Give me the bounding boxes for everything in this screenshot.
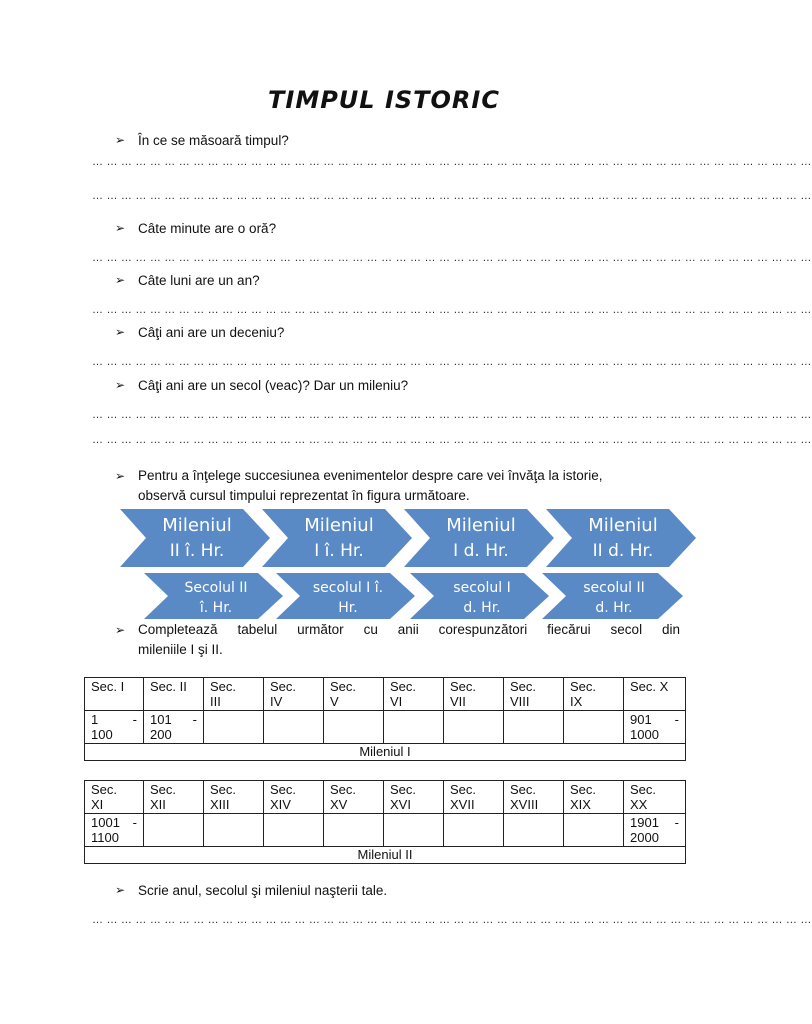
range-end: 2000	[630, 830, 659, 845]
century-label-line-2: î. Hr.	[199, 600, 233, 616]
column-header	[564, 781, 624, 814]
millennium-chevron	[262, 509, 412, 567]
millennium-label-line-1: Mileniul	[588, 515, 658, 536]
range-dash: -	[192, 712, 197, 727]
range-start: 1001	[91, 815, 120, 830]
arrow-bullet-icon: ➢	[115, 469, 126, 483]
table-footer-row	[85, 744, 686, 761]
millennium-label-line-2: I d. Hr.	[453, 541, 509, 561]
answer-line[interactable]: … … … … … … … … … … … … … … … … … … … … … … … … … … … … … … … … … … … … … … … … … … … … … … … … … …	[92, 252, 812, 264]
century-label-line-1: secolul II	[583, 580, 645, 596]
header-text-line: IV	[270, 694, 283, 709]
header-text-line: Sec.	[450, 782, 477, 797]
column-header	[85, 781, 144, 814]
header-text-line: XVI	[390, 797, 411, 812]
header-text-line: Sec.	[570, 679, 597, 694]
century-chevron	[144, 573, 283, 619]
question-2	[115, 221, 675, 239]
column-header	[264, 781, 324, 814]
column-header	[504, 678, 564, 711]
question-6-line-1: Pentru a înţelege succesiunea evenimentelor despre care vei învăţa la istorie,	[138, 468, 603, 483]
arrow-bullet-icon: ➢	[115, 623, 126, 637]
header-text-line: Sec.	[510, 782, 537, 797]
range-dash: -	[132, 712, 137, 727]
millennium-chevron	[546, 509, 696, 567]
arrow-bullet-icon: ➢	[115, 883, 126, 897]
millennium-label-line-2: I î. Hr.	[314, 541, 364, 561]
year-range-cell	[144, 711, 204, 744]
empty-answer-cell[interactable]	[444, 814, 504, 847]
century-chevron	[542, 573, 683, 619]
column-header	[144, 678, 204, 711]
question-8-text: Scrie anul, secolul şi mileniul naşterii tale.	[138, 883, 388, 898]
range-end: 1100	[91, 830, 119, 845]
column-header	[85, 678, 144, 711]
header-text-line: XVIII	[510, 797, 539, 812]
header-text-line: V	[330, 694, 339, 709]
column-header	[624, 781, 686, 814]
question-7-line-2: mileniile I şi II.	[138, 642, 223, 657]
column-header	[624, 678, 686, 711]
empty-answer-cell[interactable]	[504, 711, 564, 744]
question-5	[115, 378, 675, 396]
header-text-line: Sec.	[270, 782, 297, 797]
century-label-line-1: secolul I	[453, 580, 511, 596]
centuries-table-millennium-2	[84, 780, 686, 864]
header-text-line: Sec.	[450, 679, 477, 694]
millennium-label: Mileniul I	[85, 744, 686, 761]
range-end: 1000	[630, 727, 659, 742]
millennium-chevron	[120, 509, 270, 567]
column-header	[564, 678, 624, 711]
empty-answer-cell[interactable]	[324, 711, 384, 744]
column-header	[504, 781, 564, 814]
question-7	[115, 620, 680, 660]
empty-answer-cell[interactable]	[564, 711, 624, 744]
range-start: 1901	[630, 815, 659, 830]
range-start: 901	[630, 712, 652, 727]
answer-line[interactable]: … … … … … … … … … … … … … … … … … … … … … … … … … … … … … … … … … … … … … … … … … … … … … … … … … …	[92, 190, 812, 202]
header-text-line: XIII	[210, 797, 230, 812]
millennium-label-line-2: II d. Hr.	[592, 541, 654, 561]
empty-answer-cell[interactable]	[444, 711, 504, 744]
millennium-chevron	[404, 509, 554, 567]
timeline-diagram	[118, 505, 704, 623]
arrow-bullet-icon: ➢	[115, 221, 126, 235]
header-text-line: Sec.	[390, 679, 417, 694]
header-text-line: Sec.	[330, 679, 357, 694]
question-1-text: În ce se măsoară timpul?	[138, 133, 289, 148]
answer-line[interactable]: … … … … … … … … … … … … … … … … … … … … … … … … … … … … … … … … … … … … … … … … … … … … … … … … … …	[92, 434, 812, 446]
column-header	[204, 678, 264, 711]
page-title: TIMPUL ISTORIC	[268, 86, 500, 114]
header-text-line: XX	[630, 797, 648, 812]
question-3-text: Câte luni are un an?	[138, 273, 260, 288]
millennium-label-line-1: Mileniul	[162, 515, 232, 536]
column-header	[324, 678, 384, 711]
empty-answer-cell[interactable]	[384, 814, 444, 847]
year-range-cell	[85, 814, 144, 847]
question-4-text: Câţi ani are un deceniu?	[138, 325, 285, 340]
range-dash: -	[674, 712, 679, 727]
empty-answer-cell[interactable]	[204, 814, 264, 847]
empty-answer-cell[interactable]	[264, 814, 324, 847]
answer-line[interactable]: … … … … … … … … … … … … … … … … … … … … … … … … … … … … … … … … … … … … … … … … … … … … … … … … … …	[92, 304, 812, 316]
answer-line[interactable]: … … … … … … … … … … … … … … … … … … … … … … … … … … … … … … … … … … … … … … … … … … … … … … … … … …	[92, 409, 812, 421]
range-start: 101	[150, 712, 172, 727]
range-start: 1	[91, 712, 99, 727]
header-text-line: XIX	[570, 797, 591, 812]
table-row	[85, 711, 686, 744]
millennium-label: Mileniul II	[85, 847, 686, 864]
header-text-line: XV	[330, 797, 348, 812]
empty-answer-cell[interactable]	[264, 711, 324, 744]
arrow-bullet-icon: ➢	[115, 273, 126, 287]
header-text-line: III	[210, 694, 221, 709]
question-2-text: Câte minute are o oră?	[138, 221, 277, 236]
question-8	[115, 883, 675, 901]
year-range-cell	[85, 711, 144, 744]
header-text-line: Sec.	[630, 782, 657, 797]
empty-answer-cell[interactable]	[204, 711, 264, 744]
range-end: 200	[150, 727, 172, 742]
empty-answer-cell[interactable]	[384, 711, 444, 744]
column-header	[204, 781, 264, 814]
century-label-line-2: Hr.	[338, 600, 358, 616]
empty-answer-cell[interactable]	[504, 814, 564, 847]
table-header-row	[85, 781, 686, 814]
header-text-line: Sec.	[330, 782, 357, 797]
table-row	[85, 814, 686, 847]
answer-line[interactable]: … … … … … … … … … … … … … … … … … … … … … … … … … … … … … … … … … … … … … … … … … … … … … … … … … …	[92, 356, 812, 368]
century-chevron	[410, 573, 549, 619]
range-end: 100	[91, 727, 113, 742]
header-text-line: Sec.	[210, 782, 237, 797]
range-dash: -	[132, 815, 137, 830]
header-text-line: VIII	[510, 694, 530, 709]
millennium-label-line-2: II î. Hr.	[169, 541, 225, 561]
empty-answer-cell[interactable]	[564, 814, 624, 847]
header-text-line: Sec.	[570, 782, 597, 797]
question-6-line-2: observă cursul timpului reprezentat în figura următoare.	[138, 488, 470, 503]
header-text-line: XII	[150, 797, 166, 812]
table-header-row	[85, 678, 686, 711]
century-label-line-2: d. Hr.	[595, 600, 633, 616]
year-range-cell	[624, 711, 686, 744]
column-header	[264, 678, 324, 711]
century-label-line-1: secolul I î.	[312, 580, 384, 596]
question-5-text: Câţi ani are un secol (veac)? Dar un mileniu?	[138, 378, 409, 393]
header-text-line: Sec.	[91, 782, 118, 797]
question-1	[115, 133, 675, 151]
column-header	[144, 781, 204, 814]
century-label-line-2: d. Hr.	[463, 600, 501, 616]
arrow-bullet-icon: ➢	[115, 133, 126, 147]
column-header	[444, 781, 504, 814]
header-text-line: Sec. X	[630, 679, 669, 694]
answer-line[interactable]: … … … … … … … … … … … … … … … … … … … … … … … … … … … … … … … … … … … … … … … … … … … … … … … … … …	[92, 156, 812, 168]
header-text-line: Sec.	[150, 782, 177, 797]
century-label-line-1: Secolul II	[184, 580, 248, 596]
header-text-line: XI	[91, 797, 104, 812]
header-text-line: IX	[570, 694, 583, 709]
question-6	[115, 466, 680, 506]
header-text-line: Sec.	[270, 679, 297, 694]
year-range-cell	[624, 814, 686, 847]
arrow-bullet-icon: ➢	[115, 325, 126, 339]
column-header	[384, 781, 444, 814]
header-text-line: XIV	[270, 797, 291, 812]
header-text-line: Sec.	[510, 679, 537, 694]
question-3	[115, 273, 675, 291]
column-header	[324, 781, 384, 814]
header-text-line: VI	[390, 694, 403, 709]
header-text-line: VII	[450, 694, 466, 709]
header-text-line: Sec.	[210, 679, 237, 694]
century-chevron	[276, 573, 415, 619]
column-header	[444, 678, 504, 711]
table-footer-row	[85, 847, 686, 864]
empty-answer-cell[interactable]	[324, 814, 384, 847]
header-text-line: Sec. II	[150, 679, 187, 694]
question-7-line-1: Completează tabelul următor cu anii corespunzători fiecărui secol din	[138, 622, 680, 637]
arrow-bullet-icon: ➢	[115, 378, 126, 392]
header-text-line: Sec.	[390, 782, 417, 797]
question-4	[115, 325, 675, 343]
column-header	[384, 678, 444, 711]
header-text-line: Sec. I	[91, 679, 125, 694]
millennium-label-line-1: Mileniul	[446, 515, 516, 536]
centuries-table-millennium-1	[84, 677, 686, 761]
empty-answer-cell[interactable]	[144, 814, 204, 847]
answer-line[interactable]: … … … … … … … … … … … … … … … … … … … … … … … … … … … … … … … … … … … … … … … … … … … … … … … … … …	[92, 914, 812, 926]
header-text-line: XVII	[450, 797, 475, 812]
range-dash: -	[674, 815, 679, 830]
millennium-label-line-1: Mileniul	[304, 515, 374, 536]
